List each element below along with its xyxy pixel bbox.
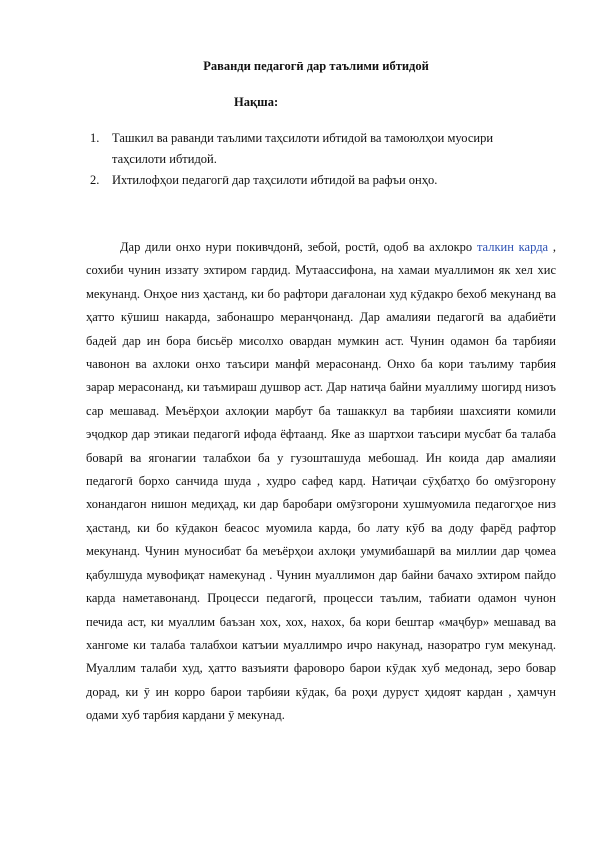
plan-item-text: Ихтилофҳои педагогӣ дар таҳсилоти ибтидой ва рафъи онҳо.: [112, 173, 438, 187]
plan-list: [90, 128, 540, 191]
body-paragraph: [86, 236, 556, 728]
plan-item-number: 1.: [90, 131, 100, 145]
paragraph-text-start: Дар дили онхо нури покивчдонӣ, зебой, ростӣ, одоб ва ахлокро: [120, 240, 477, 254]
plan-item-text: Ташкил ва раванди таълими таҳсилоти ибтидой ва тамоюлҳои муосири таҳсилоти ибтидой.: [112, 131, 494, 166]
document-title: Раванди педагогӣ дар таълими ибтидой: [203, 59, 429, 73]
plan-item: [90, 128, 540, 170]
hyperlink-text[interactable]: талкин карда: [476, 240, 549, 254]
paragraph-text-rest: , сохиби чунин иззату эхтиром гардид. Мутаассифона, на хамаи муаллимон як хел хис мекунанд. Онҳое низ ҳастанд, ки бо рафтори дағалонаи худ кӯдакро бехоб мекунанд ва ҳатто кӯшиш накарда, забонашро меранҷонанд. Дар амалияи педагогӣ ва адабиёти бадей дар ин бора бисьёр мисолхо овардан мумкин аст. Чунин одамон ба тарбияи чавонон ва ахлоки онхо таъсири манфӣ мерасонанд. Онхо ба кори таълиму тарбия зарар мерасонанд, ки таъмираш душвор аст. Дар натиҷа байни муаллиму шогирд низоъ сар мешавад. Меъёрҳои ахлоқии марбут ба ташаккул ва тарбияи шахсияти комили эҷодкор дар этикаи педагогӣ ифода ёфтаанд. Яке аз шартхои таъсири мусбат ба талаба боварӣ ва ягонагии талабхои ба у гузошташуда мебошад. Ин коида дар амалияи педагогӣ борхо санчида шуда , худро сафед кард. Натиҷаи сӯҳбатҳо бо омӯзгорону хонандагон нишон медиҳад, ки дар баробари омӯзгорони хушмуомила педагогҳое низ ҳастанд, ки бо кӯдакон беасос муомила карда, бо лату кӯб ва доду фарёд рафтор мекунанд. Чунин муносибат ба меъёрҳои ахлоқи умумибашарӣ ва миллии дар ҷомеа қабулшуда мувофиқат намекунад . Чунин муаллимон дар байни бачахо эхтиром пайдо карда наметавонанд. Процесси педагогӣ, процесси таълим, табиати одамон чунон печида аст, ки муаллим баъзан хох, хох, нахох, ба кори бештар «маҷбур» мешавад ва хангоме ки талаба талабхои катъии муаллимро ичро накунад, назоратро гум мекунад. Муаллим талаби худ, ҳатто вазъияти фароворо барои кӯдак хуб медонад, зеро бовар дорад, ки ӯ ин корро барои тарбияи кӯдак, ба роҳи дуруст ҳидоят кардан , ҳамчун одами хуб тарбия кардани ӯ мекунад.: [86, 240, 557, 723]
plan-item: [90, 170, 540, 191]
plan-item-number: 2.: [90, 173, 100, 187]
plan-heading: Нақша:: [234, 95, 279, 109]
